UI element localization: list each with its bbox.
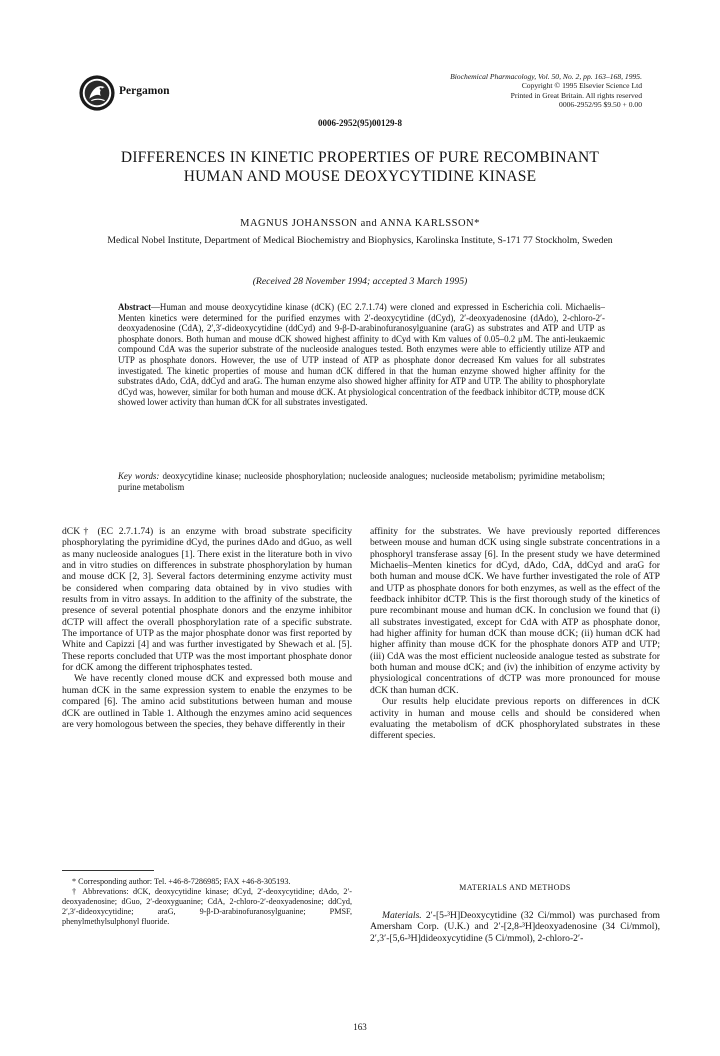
authors: MAGNUS JOHANSSON and ANNA KARLSSON* xyxy=(240,218,480,229)
abstract-label: Abstract xyxy=(118,302,152,312)
body-paragraph: affinity for the substrates. We have previously reported differences between mouse and human dCK using single substrate concentrations in a phosphoryl transferase assay [6]. In the present study we have determined Michaelis–Menten kinetics for dCyd, dAdo, CdA, ddCyd and araG for both human and mouse dCK. We have further investigated the role of ATP and UTP as phosphate donors for both enzymes, as well as the effect of the feedback inhibitor dCTP. This is the first thorough study of the kinetics of pure recombinant mouse and human dCK. In conclusion we found that (i) all substrates investigated, except for CdA with ATP as phosphate donor, had higher affinity for human dCK than mouse dCK; (ii) human dCK had higher affinity than mouse dCK for the phosphate donors ATP and UTP; (iii) CdA was the most efficient nucleoside analogue tested as substrate for both human and mouse dCK; and (iv) the inhibition of enzyme activity by physiological concentrations of dCTP was more pronounced for mouse dCK than human dCK. xyxy=(370,526,660,696)
body-right-column xyxy=(370,526,660,742)
affiliation: Medical Nobel Institute, Department of Medical Biochemistry and Biophysics, Karolinska Institute, S-171 77 Stockholm, Sweden xyxy=(107,235,613,246)
methods-lead: Materials. xyxy=(382,910,422,921)
journal-citation: Biochemical Pharmacology, Vol. 50, No. 2, pp. 163–168, 1995. xyxy=(450,72,642,81)
body-paragraph: We have recently cloned mouse dCK and expressed both mouse and human dCK in the same expression system to enable the enzymes to be compared [6]. The amino acid substitutions between human and mouse dCK are outlined in Table 1. Although the enzymes amino acid sequences are very homologous between the species, they behave differently in their xyxy=(62,673,352,730)
footnotes xyxy=(62,877,352,927)
section-heading: MATERIALS AND METHODS xyxy=(459,883,571,892)
paper-title: DIFFERENCES IN KINETIC PROPERTIES OF PURE RECOMBINANT HUMAN AND MOUSE DEOXYCYTIDINE KINASE xyxy=(120,149,600,185)
footnote-divider xyxy=(62,870,154,871)
publisher-name: Pergamon xyxy=(119,85,170,97)
footnote-corresponding: * Corresponding author: Tel. +46-8-7286985; FAX +46-8-305193. xyxy=(72,877,291,886)
methods-text: 2′-[5-³H]Deoxycytidine (32 Ci/mmol) was purchased from Amersham Corp. (U.K.) and 2′-[2,8-³H]deoxyadenosine (34 Ci/mmol), 2′,3′-[5,6-³H]dideoxycytidine (5 Ci/mmol), 2-chloro-2′- xyxy=(370,910,660,944)
keywords xyxy=(118,471,605,492)
doi: 0006-2952(95)00129-8 xyxy=(318,118,402,128)
received-dates: (Received 28 November 1994; accepted 3 March 1995) xyxy=(252,276,468,287)
body-paragraph: dCK† (EC 2.7.1.74) is an enzyme with broad substrate specificity phosphorylating the pyrimidine dCyd, the purines dAdo and dGuo, as well as many nucleoside analogues [1]. There exist in the literature both in vivo and in vitro studies on differences in substrate phosphorylation by human and mouse dCK [2, 3]. Several factors determining enzyme activity must be considered when comparing data obtained by in vivo studies with results from in vitro assays. In addition to the affinity of the substrate, the presence of several potential phosphate donors and the enzyme inhibitor dCTP will affect the overall phosphorylation rate of a specific substrate. The importance of UTP as the major phosphate donor was first reported by White and Capizzi [4] and was further investigated by Shewach et al. [5]. These reports concluded that UTP was the most important phosphate donor for dCK among the different triphosphates tested. xyxy=(62,526,352,674)
body-left-column xyxy=(62,526,352,730)
footnote-abbreviations: † Abbrevations: dCK, deoxycytidine kinase; dCyd, 2′-deoxycytidine; dAdo, 2′-deoxyadenosine; dGuo, 2′-deoxyguanine; CdA, 2-chloro-2′-deoxyadenosine; ddCyd, 2′,3′-dideoxycytidine; araG, 9-β-D-arabinofuranosylguanine; PMSF, phenylmethylsulphonyl fluoride. xyxy=(62,886,352,926)
page-number: 163 xyxy=(353,1022,367,1032)
issn-line: 0006-2952/95 $9.50 + 0.00 xyxy=(559,100,642,110)
pergamon-logo-icon xyxy=(78,74,116,112)
methods-paragraph xyxy=(370,910,660,944)
abstract xyxy=(118,302,605,408)
body-paragraph: Our results help elucidate previous reports on differences in dCK activity in human and mouse cells and should be considered when evaluating the metabolism of dCK phosphorylated substrates in these different species. xyxy=(370,696,660,742)
journal-metadata xyxy=(322,72,642,110)
copyright-line: Copyright © 1995 Elsevier Science Ltd xyxy=(521,81,642,91)
abstract-text: —Human and mouse deoxycytidine kinase (dCK) (EC 2.7.1.74) were cloned and expressed in Escherichia coli. Michaelis–Menten kinetics were determined for the purified enzymes with 2′-deoxycytidine (dCyd), 2′-deoxyadenosine (dAdo), 2-chloro-2′-deoxyadenosine (CdA), 2′,3′-dideoxycytidine (ddCyd) and 9-β-D-arabinofuranosylguanine (araG) as substrates and ATP and UTP as phosphate donors. Both human and mouse dCK showed highest affinity to dCyd with Km values of 0.05–0.2 μM. The anti-leukaemic compound CdA was the superior substrate of the nucleoside analogues tested. Both enzymes were able to efficiently utilize ATP and UTP as phosphate donors. However, the use of UTP instead of ATP as phosphate donor decreased Km values for all substrates investigated. The kinetic properties of mouse and human dCK differed in that the human enzyme showed higher affinity for the substrates dAdo, CdA, ddCyd and araG. The human enzyme also showed higher affinity for ATP and UTP. The ability to phosphorylate dCyd was, however, similar for both human and mouse dCK. At physiological concentration of the feedback inhibitor dCTP, mouse dCK showed lower activity than human dCK for all substrates investigated. xyxy=(118,302,605,408)
keywords-text: deoxycytidine kinase; nucleoside phosphorylation; nucleoside analogues; nucleoside metabolism; pyrimidine metabolism; purine metabolism xyxy=(118,471,605,492)
printed-line: Printed in Great Britain. All rights reserved xyxy=(510,90,642,100)
keywords-label: Key words: xyxy=(118,471,160,481)
